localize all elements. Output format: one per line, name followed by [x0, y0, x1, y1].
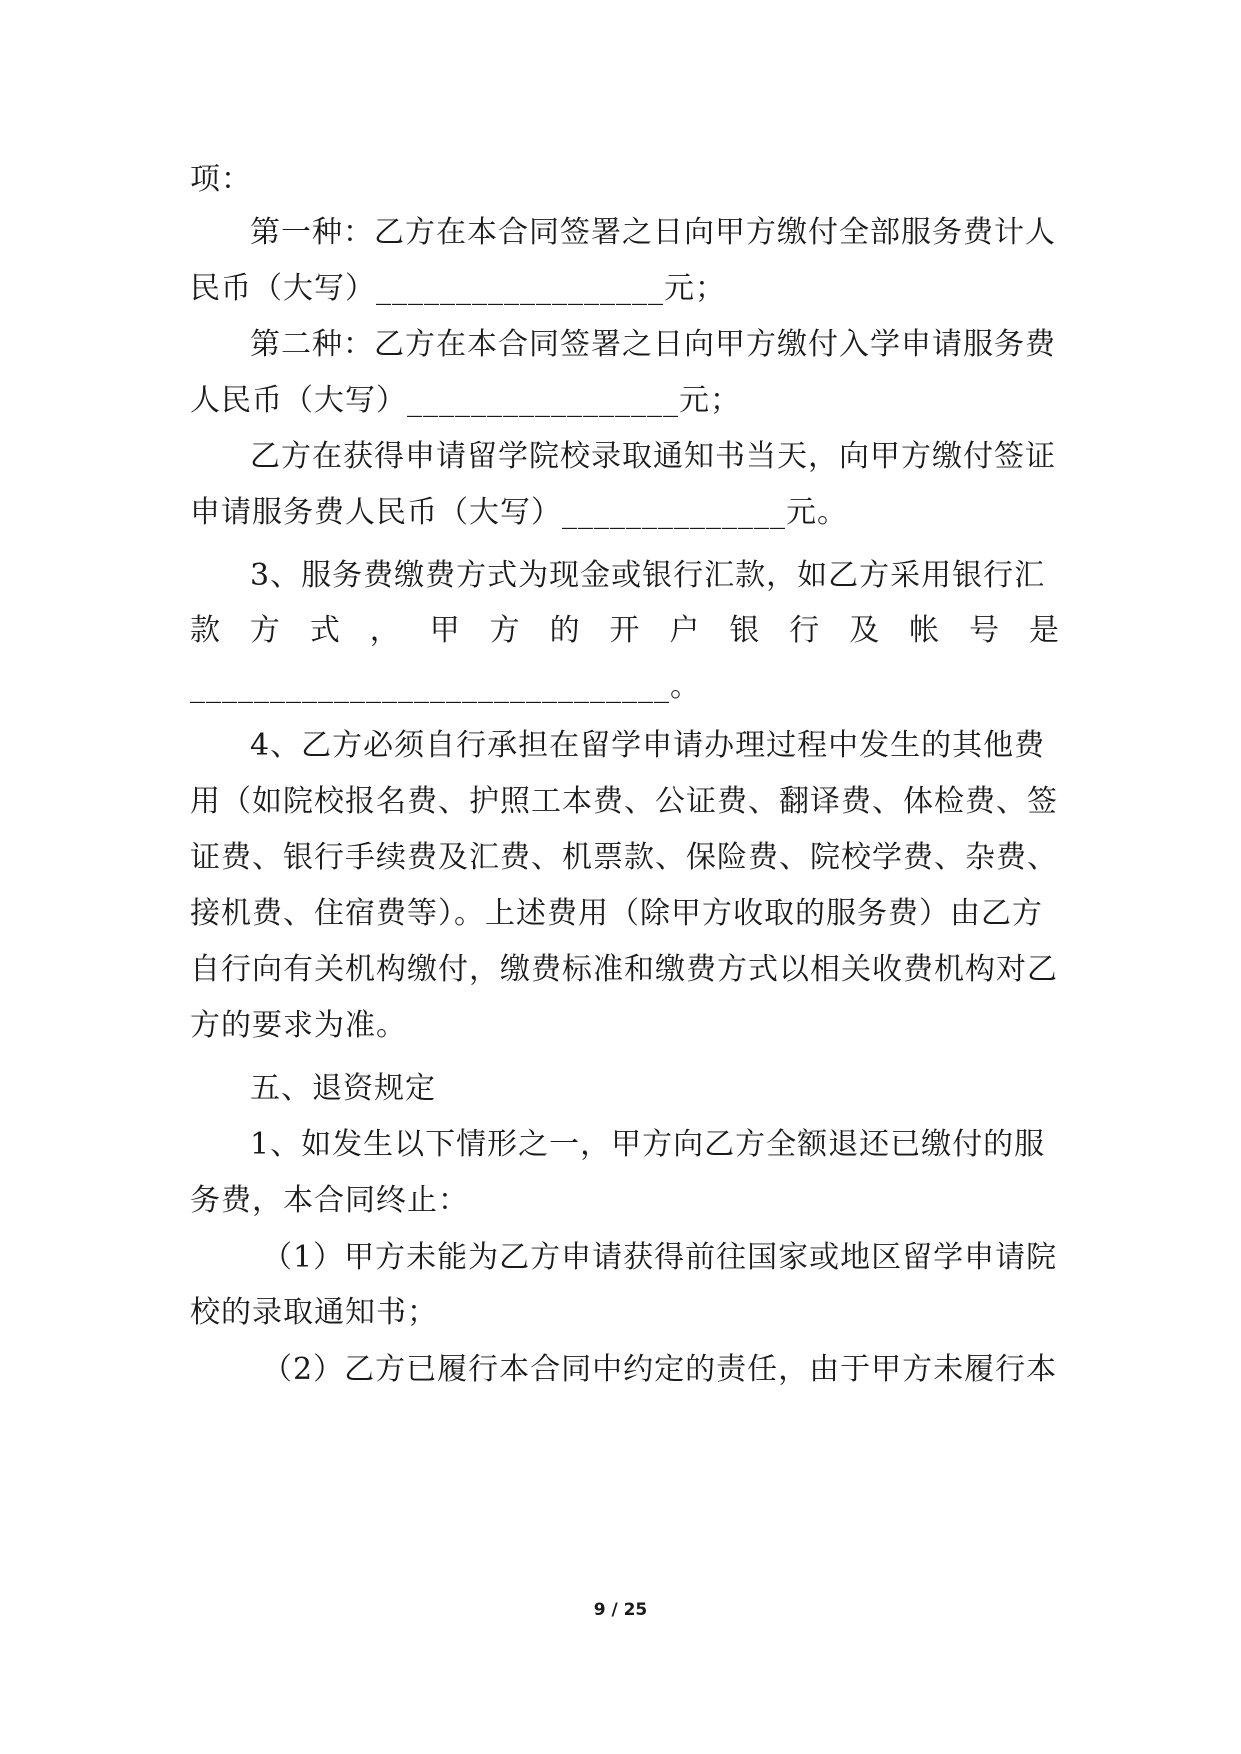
- paragraph-line: 第二种：乙方在本合同签署之日向甲方缴付入学申请服务费: [250, 327, 1056, 362]
- paragraph-line: 项：: [190, 162, 252, 197]
- section-heading: 五、退资规定: [250, 1071, 436, 1106]
- paragraph-line: 1、如发生以下情形之一，甲方向乙方全额退还已缴付的服: [250, 1127, 1046, 1162]
- paragraph-line: 款 方 式 ， 甲 方 的 开 户 银 行 及 帐 号 是: [190, 613, 1060, 648]
- paragraph-line: 3、服务费缴费方式为现金或银行汇款，如乙方采用银行汇: [250, 558, 1046, 593]
- page-number: 9 / 25: [593, 1600, 648, 1620]
- paragraph-line: 民币（大写）__________________元；: [190, 271, 726, 306]
- paragraph-line: 人民币（大写）_________________元；: [190, 383, 741, 418]
- paragraph-line: ______________________________。: [190, 669, 701, 704]
- paragraph-line: 自行向有关机构缴付，缴费标准和缴费方式以相关收费机构对乙: [190, 952, 1058, 987]
- paragraph-line: 方的要求为准。: [190, 1008, 407, 1043]
- paragraph-line: 4、乙方必须自行承担在留学申请办理过程中发生的其他费: [250, 728, 1046, 763]
- paragraph-line: 第一种：乙方在本合同签署之日向甲方缴付全部服务费计人: [250, 215, 1056, 250]
- paragraph-line: 接机费、住宿费等）。上述费用（除甲方收取的服务费）由乙方: [190, 896, 1043, 931]
- paragraph-line: （2）乙方已履行本合同中约定的责任，由于甲方未履行本: [262, 1352, 1058, 1387]
- paragraph-line: 证费、银行手续费及汇费、机票款、保险费、院校学费、杂费、: [190, 840, 1058, 875]
- paragraph-line: 乙方在获得申请留学院校录取通知书当天，向甲方缴付签证: [250, 439, 1056, 474]
- paragraph-line: 用（如院校报名费、护照工本费、公证费、翻译费、体检费、签: [190, 784, 1058, 819]
- paragraph-line: 校的录取通知书；: [190, 1295, 438, 1330]
- paragraph-line: 务费，本合同终止：: [190, 1183, 469, 1218]
- paragraph-line: 申请服务费人民币（大写）______________元。: [190, 495, 848, 530]
- paragraph-line: （1）甲方未能为乙方申请获得前往国家或地区留学申请院: [262, 1240, 1058, 1275]
